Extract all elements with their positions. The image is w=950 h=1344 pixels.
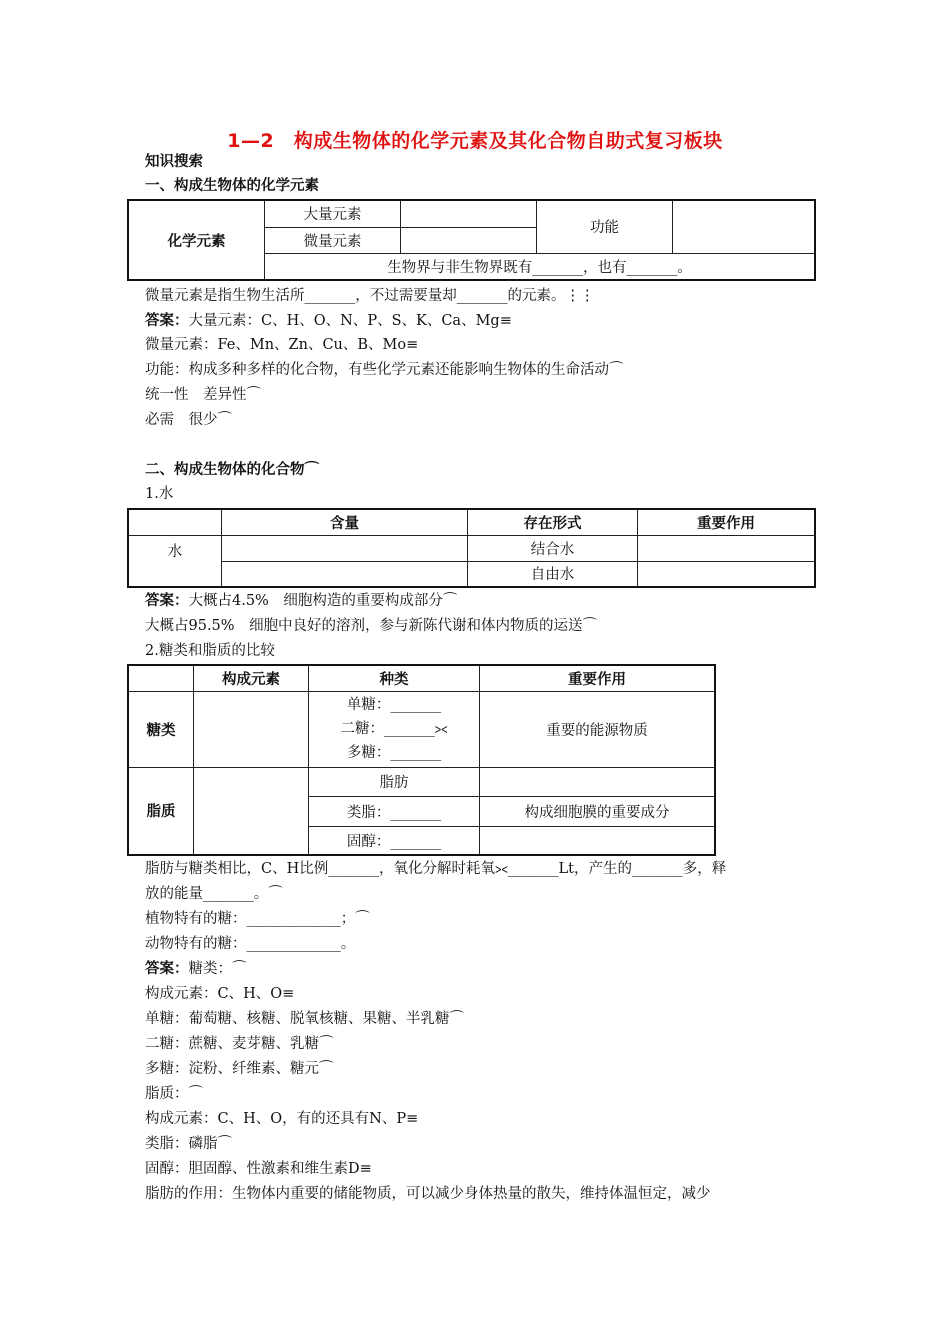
answer-di: 二糖：蔗糖、麦芽糖、乳糖⌒ bbox=[145, 1036, 334, 1052]
mono-sugar: 单糖：_______ bbox=[346, 697, 442, 713]
free-water: 自由水 bbox=[468, 561, 638, 587]
answer-need: 必需 很少⌒ bbox=[145, 412, 232, 428]
answer-unity: 统一性 差异性⌒ bbox=[145, 387, 261, 403]
water-header-form: 存在形式 bbox=[468, 509, 638, 535]
sugar-answer-label: 答案： bbox=[145, 961, 189, 977]
answer-lipid: 脂质：⌒ bbox=[145, 1086, 203, 1102]
sugar-role: 重要的能源物质 bbox=[480, 691, 716, 767]
sugar-lipid-heading: 2.糖类和脂质的比较 bbox=[145, 643, 275, 659]
phospholipid-kind: 类脂：_______ bbox=[309, 796, 480, 826]
sugar-row-label: 糖类 bbox=[128, 691, 194, 767]
sugar-corner-cell bbox=[128, 665, 194, 691]
free-water-role bbox=[638, 561, 816, 587]
water-answer-label: 答案： bbox=[145, 593, 189, 609]
bound-water: 结合水 bbox=[468, 535, 638, 561]
water-heading: 1.水 bbox=[145, 486, 174, 502]
section1-heading: 一、构成生物体的化学元素 bbox=[145, 178, 319, 194]
answer-function: 功能：构成多种多样的化合物，有些化学元素还能影响生物体的生命活动⌒ bbox=[145, 362, 624, 378]
water-answer-1-line bbox=[145, 591, 457, 611]
function-cell bbox=[673, 200, 816, 253]
answer-lipid-elements: 构成元素：C、H、O，有的还具有N、P≡ bbox=[145, 1111, 419, 1127]
answer-phospholipid: 类脂：磷脂⌒ bbox=[145, 1136, 232, 1152]
sterol-kind: 固醇：_______ bbox=[309, 826, 480, 855]
elements-table bbox=[127, 199, 816, 281]
plant-sugar: 植物特有的糖：_____________；⌒ bbox=[145, 911, 370, 927]
bound-water-content bbox=[222, 535, 468, 561]
fat-kind: 脂肪 bbox=[309, 767, 480, 796]
membrane-role: 构成细胞膜的重要成分 bbox=[480, 796, 716, 826]
sugar-lipid-table bbox=[127, 664, 716, 856]
animal-sugar: 动物特有的糖：_____________。 bbox=[145, 936, 356, 952]
trace-elements-label: 微量元素 bbox=[265, 227, 401, 253]
answer-mono: 单糖：葡萄糖、核糖、脱氧核糖、果糖、半乳糖⌒ bbox=[145, 1011, 464, 1027]
major-elements-label: 大量元素 bbox=[265, 200, 401, 227]
answer-fat-role: 脂肪的作用：生物体内重要的储能物质，可以减少身体热量的散失，维持体温恒定，减少 bbox=[145, 1186, 711, 1202]
answer-trace: 微量元素：Fe、Mn、Zn、Cu、B、Mo≡ bbox=[145, 337, 419, 353]
answer-sterol: 固醇：胆固醇、性激素和维生素D≡ bbox=[145, 1161, 372, 1177]
fat-role-cell bbox=[480, 767, 716, 796]
lipid-elements-cell bbox=[194, 767, 309, 855]
water-answer-1: 大概占4.5% 细胞构造的重要构成部分⌒ bbox=[188, 593, 458, 609]
sugar-header-role: 重要作用 bbox=[480, 665, 716, 691]
sugar-kinds-cell bbox=[309, 691, 480, 767]
fat-compare-2: 放的能量_______。⌒ bbox=[145, 886, 283, 902]
bound-water-role bbox=[638, 535, 816, 561]
water-header-content: 含量 bbox=[222, 509, 468, 535]
sterol-role-cell bbox=[480, 826, 716, 855]
trace-definition: 微量元素是指生物生活所_______，不过需要量却_______的元素。⋮⋮ bbox=[145, 288, 595, 304]
trace-elements-cell bbox=[401, 227, 537, 253]
elements-row-header: 化学元素 bbox=[128, 200, 265, 280]
page-title: 1—2 构成生物体的化学元素及其化合物自助式复习板块 bbox=[227, 130, 723, 152]
knowledge-heading: 知识搜索 bbox=[145, 154, 203, 170]
major-elements-cell bbox=[401, 200, 537, 227]
fat-compare-1: 脂肪与糖类相比，C、H比例_______，氧化分解时耗氧⪥_______Lt，产生的_______多，释 bbox=[145, 861, 727, 877]
answer-label: 答案： bbox=[145, 313, 189, 329]
answer-sugar-line bbox=[145, 959, 247, 979]
water-corner-cell bbox=[128, 509, 222, 535]
answer-major: 大量元素：C、H、O、N、P、S、K、Ca、Mg≡ bbox=[188, 313, 512, 329]
di-sugar: 二糖：_______⪥ bbox=[340, 721, 448, 737]
water-table bbox=[127, 508, 816, 588]
function-label: 功能 bbox=[537, 200, 673, 253]
free-water-content bbox=[222, 561, 468, 587]
lipid-row-label: 脂质 bbox=[128, 767, 194, 855]
sugar-header-kind: 种类 bbox=[309, 665, 480, 691]
sugar-header-elements: 构成元素 bbox=[194, 665, 309, 691]
poly-sugar: 多糖：_______ bbox=[346, 745, 442, 761]
answer-major-line bbox=[145, 311, 512, 331]
water-answer-2: 大概占95.5% 细胞中良好的溶剂，参与新陈代谢和体内物质的运送⌒ bbox=[145, 618, 598, 634]
section2-heading: 二、构成生物体的化合物⌒ bbox=[145, 462, 319, 478]
water-row-label: 水 bbox=[128, 535, 222, 587]
unity-row: 生物界与非生物界既有_______，也有_______。 bbox=[265, 253, 816, 280]
answer-poly: 多糖：淀粉、纤维素、糖元⌒ bbox=[145, 1061, 334, 1077]
answer-elements: 构成元素：C、H、O≡ bbox=[145, 986, 295, 1002]
sugar-elements-cell bbox=[194, 691, 309, 767]
answer-sugar: 糖类：⌒ bbox=[188, 961, 247, 977]
water-header-role: 重要作用 bbox=[638, 509, 816, 535]
